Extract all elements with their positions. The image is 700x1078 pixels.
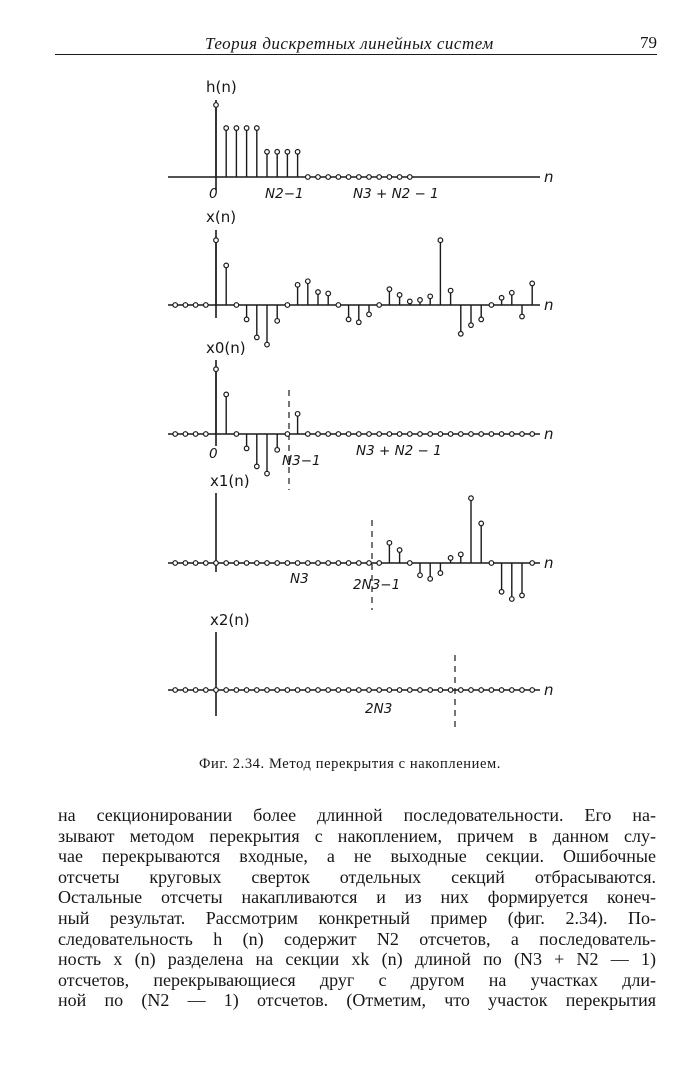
sample-marker xyxy=(489,432,494,437)
sample-marker xyxy=(520,432,525,437)
sample-marker xyxy=(397,548,402,553)
sample-marker xyxy=(408,432,413,437)
sample-marker xyxy=(387,432,392,437)
sample-marker xyxy=(479,317,484,322)
sample-marker xyxy=(193,303,198,308)
sample-marker xyxy=(224,688,229,693)
sample-marker xyxy=(275,688,280,693)
sample-marker xyxy=(408,561,413,566)
sample-marker xyxy=(367,688,372,693)
sample-marker xyxy=(173,303,178,308)
panel-x0 xyxy=(168,339,554,490)
sample-marker xyxy=(448,288,453,293)
sample-marker xyxy=(489,688,494,693)
sample-marker xyxy=(214,688,219,693)
sample-marker xyxy=(377,561,382,566)
sample-marker xyxy=(367,561,372,566)
axis-annotation: 0 xyxy=(209,186,218,202)
sample-marker xyxy=(306,688,311,693)
axis-label-n: n xyxy=(544,681,554,699)
sample-marker xyxy=(428,577,433,582)
sample-marker xyxy=(275,561,280,566)
page-number: 79 xyxy=(640,33,657,52)
body-line: ный результат. Рассмотрим конкретный пример (фиг. 2.34). По- xyxy=(58,907,656,928)
sample-marker xyxy=(408,299,413,304)
sample-marker xyxy=(418,432,423,437)
sample-marker xyxy=(469,323,474,328)
sample-marker xyxy=(285,561,290,566)
body-line: зывают методом перекрытия с накоплением, причем в данном слу- xyxy=(58,825,656,846)
sample-marker xyxy=(459,552,464,557)
sample-marker xyxy=(479,521,484,526)
sample-marker xyxy=(214,367,219,372)
sample-marker xyxy=(173,688,178,693)
sample-marker xyxy=(306,561,311,566)
sample-marker xyxy=(326,175,331,180)
sample-marker xyxy=(183,688,188,693)
sample-marker xyxy=(469,496,474,501)
sample-marker xyxy=(265,150,270,155)
sample-marker xyxy=(346,561,351,566)
sample-marker xyxy=(224,263,229,268)
sample-marker xyxy=(265,561,270,566)
sample-marker xyxy=(295,688,300,693)
sample-marker xyxy=(265,688,270,693)
sample-marker xyxy=(346,432,351,437)
sample-marker xyxy=(326,561,331,566)
sample-marker xyxy=(408,688,413,693)
sample-marker xyxy=(469,688,474,693)
sample-marker xyxy=(489,303,494,308)
sample-marker xyxy=(254,464,259,469)
sample-marker xyxy=(438,571,443,576)
sample-marker xyxy=(214,103,219,108)
sample-marker xyxy=(377,432,382,437)
sample-marker xyxy=(326,688,331,693)
panel-x xyxy=(168,208,554,347)
sample-marker xyxy=(234,561,239,566)
axis-annotation: 2N3 xyxy=(365,701,393,717)
body-line: на секционировании более длинной последовательности. Его на- xyxy=(58,805,656,825)
sample-marker xyxy=(367,432,372,437)
sample-marker xyxy=(357,688,362,693)
axis-label-n: n xyxy=(544,425,554,443)
axis-label-n: n xyxy=(544,168,554,186)
sample-marker xyxy=(499,590,504,595)
sample-marker xyxy=(234,303,239,308)
sample-marker xyxy=(438,432,443,437)
sample-marker xyxy=(428,294,433,299)
sample-marker xyxy=(285,432,290,437)
sample-marker xyxy=(530,561,535,566)
sample-marker xyxy=(306,175,311,180)
sample-marker xyxy=(244,688,249,693)
sample-marker xyxy=(306,279,311,284)
sample-marker xyxy=(193,432,198,437)
body-line: ной по (N2 — 1) отсчетов. (Отметим, что участок перекрытия xyxy=(58,990,656,1011)
sample-marker xyxy=(448,432,453,437)
sample-marker xyxy=(520,593,525,598)
sample-marker xyxy=(224,561,229,566)
sample-marker xyxy=(214,238,219,243)
sample-marker xyxy=(459,688,464,693)
sample-marker xyxy=(397,175,402,180)
sample-marker xyxy=(357,561,362,566)
sample-marker xyxy=(275,319,280,324)
sample-marker xyxy=(193,688,198,693)
running-head-title: Теория дискретных линейных систем xyxy=(205,34,494,53)
sample-marker xyxy=(336,303,341,308)
sample-marker xyxy=(326,291,331,296)
body-line: следовательность h (n) содержит N2 отсчетов, а последователь- xyxy=(58,928,656,949)
sample-marker xyxy=(510,688,515,693)
sample-marker xyxy=(530,281,535,286)
sample-marker xyxy=(265,342,270,347)
panel-x2 xyxy=(168,611,554,728)
axis-annotation: N3 + N2 − 1 xyxy=(356,443,442,459)
sample-marker xyxy=(326,432,331,437)
sample-marker xyxy=(510,432,515,437)
sample-marker xyxy=(387,688,392,693)
sample-marker xyxy=(489,561,494,566)
sample-marker xyxy=(316,175,321,180)
sample-marker xyxy=(377,688,382,693)
sample-marker xyxy=(438,238,443,243)
sample-marker xyxy=(499,296,504,301)
sample-marker xyxy=(173,561,178,566)
sample-marker xyxy=(254,561,259,566)
sample-marker xyxy=(224,392,229,397)
body-line: ность x (n) разделена на секции xk (n) длиной по (N3 + N2 — 1) xyxy=(58,949,656,970)
panel-label: h(n) xyxy=(206,78,237,96)
sample-marker xyxy=(530,688,535,693)
sample-marker xyxy=(357,175,362,180)
sample-marker xyxy=(265,471,270,476)
body-line: отсчеты круговых сверток отдельных секций отбрасываются. xyxy=(58,866,656,887)
figure-caption: Фиг. 2.34. Метод перекрытия с накоплением. xyxy=(198,756,502,772)
sample-marker xyxy=(316,561,321,566)
sample-marker xyxy=(183,432,188,437)
sample-marker xyxy=(316,290,321,295)
panel-label: x2(n) xyxy=(210,611,250,629)
axis-annotation: N3−1 xyxy=(282,453,321,469)
axis-annotation: N2−1 xyxy=(265,186,304,202)
sample-marker xyxy=(397,293,402,298)
sample-marker xyxy=(336,561,341,566)
sample-marker xyxy=(244,317,249,322)
axis-label-n: n xyxy=(544,554,554,572)
sample-marker xyxy=(377,175,382,180)
sample-marker xyxy=(357,320,362,325)
sample-marker xyxy=(285,688,290,693)
sample-marker xyxy=(336,432,341,437)
sample-marker xyxy=(204,561,209,566)
sample-marker xyxy=(479,688,484,693)
body-line: отсчетов, перекрывающиеся друг с другом на участках дли- xyxy=(58,969,656,990)
sample-marker xyxy=(428,432,433,437)
sample-marker xyxy=(387,541,392,546)
body-line: Остальные отсчеты накапливаются и из них формируется конеч- xyxy=(58,887,656,908)
sample-marker xyxy=(387,175,392,180)
sample-marker xyxy=(510,290,515,295)
sample-marker xyxy=(357,432,362,437)
sample-marker xyxy=(387,287,392,292)
sample-marker xyxy=(510,597,515,602)
sample-marker xyxy=(448,688,453,693)
panel-h xyxy=(168,78,554,202)
sample-marker xyxy=(499,432,504,437)
sample-marker xyxy=(448,556,453,561)
sample-marker xyxy=(438,688,443,693)
sample-marker xyxy=(295,283,300,288)
sample-marker xyxy=(295,412,300,417)
panel-x1 xyxy=(168,472,554,610)
sample-marker xyxy=(499,688,504,693)
axis-annotation: 0 xyxy=(209,446,218,462)
sample-marker xyxy=(306,432,311,437)
sample-marker xyxy=(459,432,464,437)
sample-marker xyxy=(459,332,464,337)
panel-label: x(n) xyxy=(206,208,237,226)
sample-marker xyxy=(173,432,178,437)
sample-marker xyxy=(336,175,341,180)
sample-marker xyxy=(285,150,290,155)
sample-marker xyxy=(234,432,239,437)
sample-marker xyxy=(214,561,219,566)
sample-marker xyxy=(418,573,423,578)
sample-marker xyxy=(295,150,300,155)
sample-marker xyxy=(479,432,484,437)
sample-marker xyxy=(530,432,535,437)
body-line: чае перекрываются входные, а не выходные секции. Ошибочные xyxy=(58,846,656,867)
sample-marker xyxy=(397,432,402,437)
sample-marker xyxy=(316,432,321,437)
sample-marker xyxy=(234,688,239,693)
axis-label-n: n xyxy=(544,296,554,314)
panel-label: x0(n) xyxy=(206,339,246,357)
axis-annotation: N3 + N2 − 1 xyxy=(353,186,439,202)
sample-marker xyxy=(234,126,239,131)
axis-annotation: N3 xyxy=(290,571,309,587)
sample-marker xyxy=(418,688,423,693)
sample-marker xyxy=(204,688,209,693)
sample-marker xyxy=(275,150,280,155)
sample-marker xyxy=(254,126,259,131)
sample-marker xyxy=(183,303,188,308)
sample-marker xyxy=(285,303,290,308)
sample-marker xyxy=(254,335,259,340)
sample-marker xyxy=(408,175,413,180)
sample-marker xyxy=(183,561,188,566)
sample-marker xyxy=(418,298,423,303)
sample-marker xyxy=(377,303,382,308)
sample-marker xyxy=(428,688,433,693)
axis-annotation: 2N3−1 xyxy=(353,577,401,593)
sample-marker xyxy=(520,314,525,319)
sample-marker xyxy=(244,561,249,566)
sample-marker xyxy=(346,175,351,180)
sample-marker xyxy=(193,561,198,566)
panel-label: x1(n) xyxy=(210,472,250,490)
sample-marker xyxy=(336,688,341,693)
sample-marker xyxy=(275,448,280,453)
sample-marker xyxy=(224,126,229,131)
sample-marker xyxy=(520,688,525,693)
sample-marker xyxy=(397,688,402,693)
sample-marker xyxy=(204,303,209,308)
sample-marker xyxy=(316,688,321,693)
sample-marker xyxy=(367,312,372,317)
sample-marker xyxy=(254,688,259,693)
sample-marker xyxy=(204,432,209,437)
sample-marker xyxy=(346,688,351,693)
sample-marker xyxy=(244,126,249,131)
sample-marker xyxy=(244,446,249,451)
sample-marker xyxy=(346,317,351,322)
body-text xyxy=(58,805,656,1011)
sample-marker xyxy=(469,432,474,437)
sample-marker xyxy=(295,561,300,566)
sample-marker xyxy=(367,175,372,180)
